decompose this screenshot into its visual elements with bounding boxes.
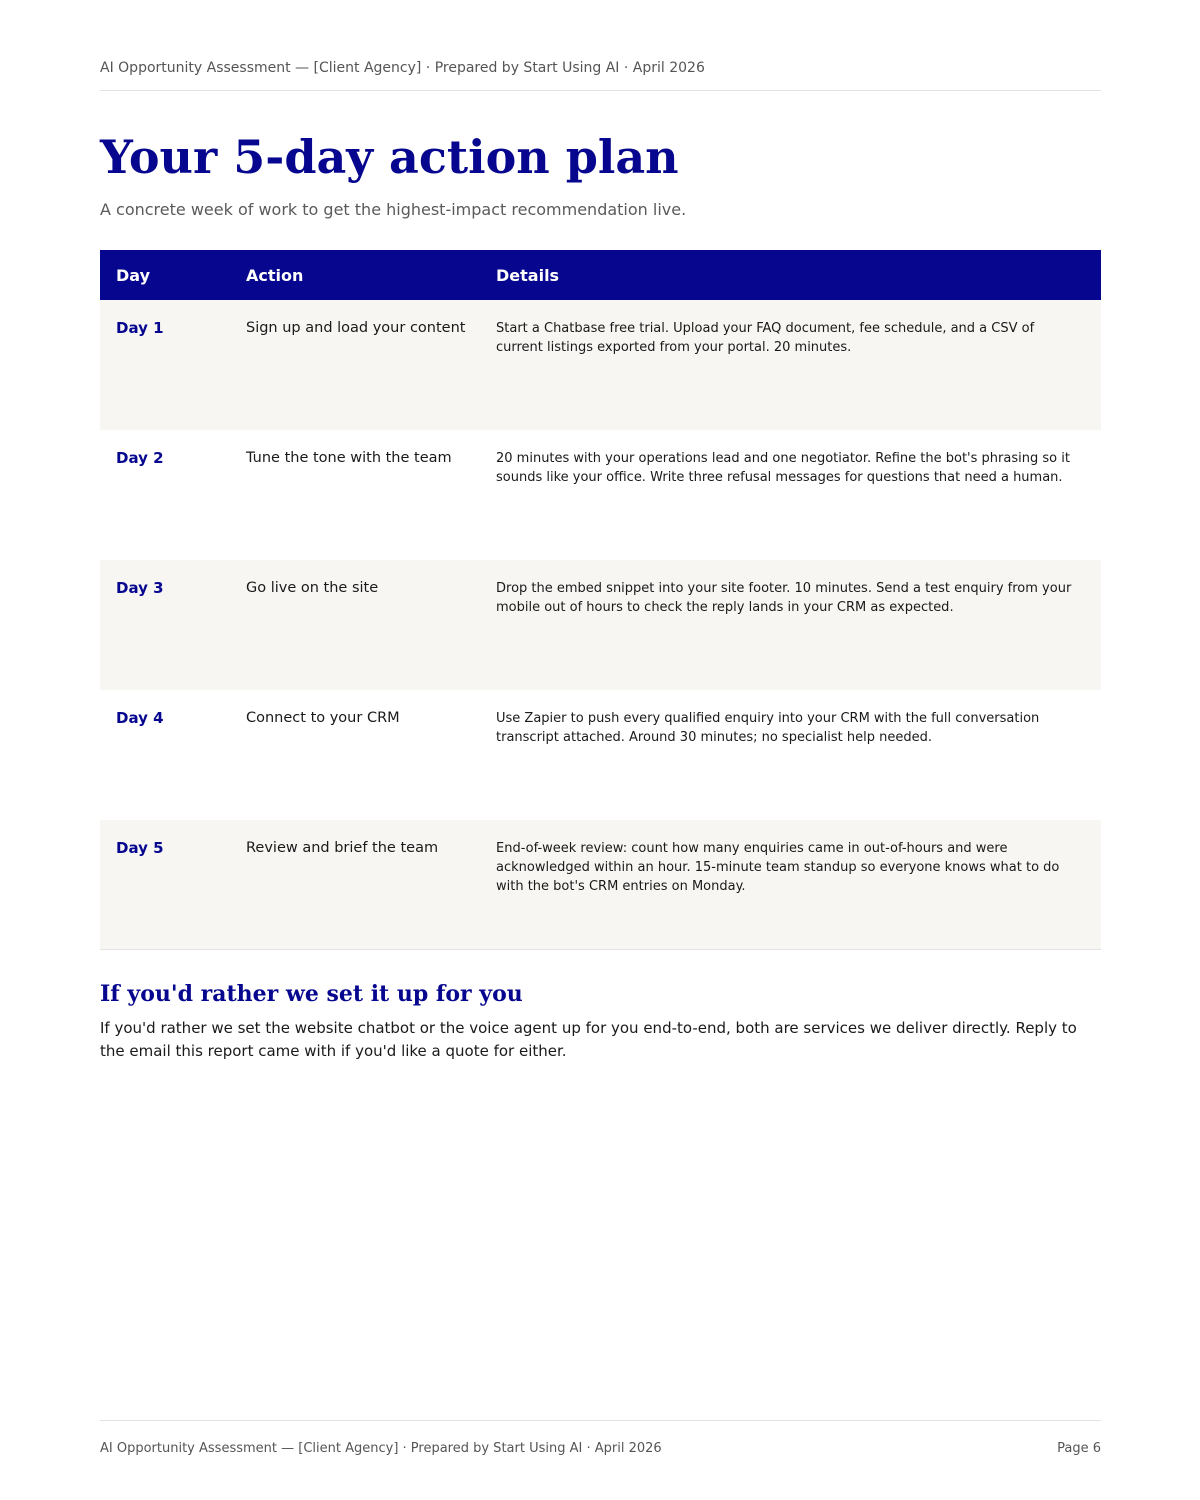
details-cell: Start a Chatbase free trial. Upload your FAQ document, fee schedule, and a CSV of current listings exported from your portal. 20 minutes. (496, 321, 1035, 355)
table-row (100, 300, 1101, 430)
action-cell: Go live on the site (246, 580, 379, 596)
day-cell: Day 5 (116, 839, 164, 857)
running-footer (100, 1440, 1101, 1457)
column-header-action: Action (246, 265, 304, 285)
details-cell: Use Zapier to push every qualified enquiry into your CRM with the full conversation transcript attached. Around 30 minutes; no specialist help needed. (496, 711, 1040, 745)
action-cell: Tune the tone with the team (246, 450, 452, 466)
day-cell: Day 1 (116, 319, 164, 337)
details-cell: End-of-week review: count how many enquiries came in out-of-hours and were acknowledged within an hour. 15-minute team standup so everyone knows what to do with the bot's CRM entries on Monday. (496, 841, 1060, 894)
action-cell: Sign up and load your content (246, 320, 466, 336)
page-number: Page 6 (1057, 1441, 1101, 1456)
footer-divider (100, 1420, 1101, 1421)
details-cell: 20 minutes with your operations lead and one negotiator. Refine the bot's phrasing so it sounds like your office. Write three refusal messages for questions that need a human. (496, 451, 1070, 485)
running-header: AI Opportunity Assessment — [Client Agency] · Prepared by Start Using AI · April 2026 (100, 60, 705, 76)
details-cell: Drop the embed snippet into your site footer. 10 minutes. Send a test enquiry from your mobile out of hours to check the reply lands in your CRM as expected. (496, 581, 1072, 615)
day-cell: Day 2 (116, 449, 164, 467)
report-page (100, 0, 1101, 1500)
column-header-day: Day (116, 265, 151, 285)
column-header-details: Details (496, 265, 560, 285)
action-plan-table (100, 250, 1101, 950)
table-row (100, 820, 1101, 950)
day-cell: Day 4 (116, 709, 164, 727)
page-subtitle: A concrete week of work to get the highest-impact recommendation live. (100, 200, 687, 219)
page-title: Your 5-day action plan (100, 130, 679, 184)
action-cell: Connect to your CRM (246, 710, 400, 726)
day-cell: Day 3 (116, 579, 164, 597)
footer-title: AI Opportunity Assessment — [Client Agency] · Prepared by Start Using AI · April 2026 (100, 1441, 662, 1456)
header-divider (100, 90, 1101, 91)
action-cell: Review and brief the team (246, 840, 439, 856)
table-row (100, 430, 1101, 560)
section-body: If you'd rather we set the website chatbot or the voice agent up for you end-to-end, both are services we deliver directly. Reply to the email this report came with if you'd like a quote for either. (100, 1019, 1077, 1060)
section-heading: If you'd rather we set it up for you (100, 981, 523, 1007)
table-header-row (100, 250, 1101, 300)
table-row (100, 690, 1101, 820)
table-row (100, 560, 1101, 690)
